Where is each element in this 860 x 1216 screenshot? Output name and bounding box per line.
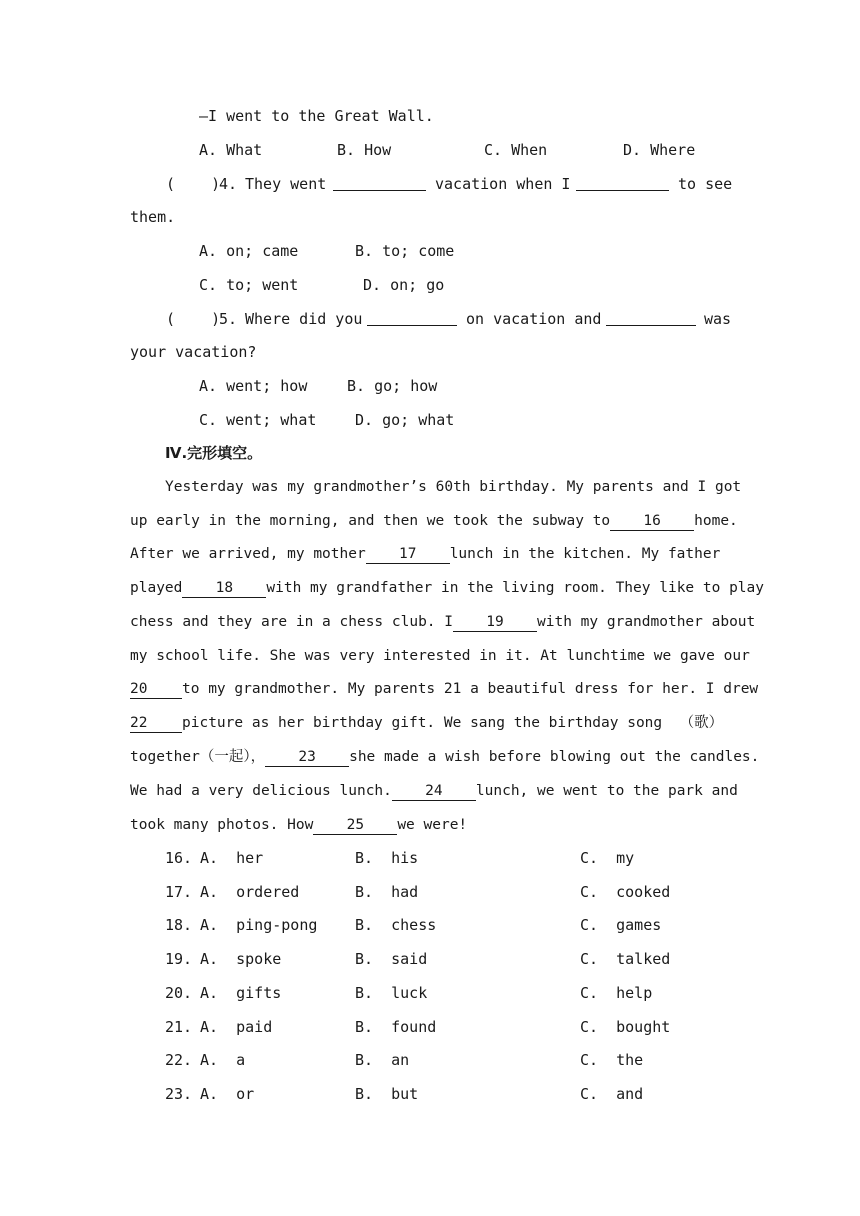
option-number: 20. [165, 984, 193, 1002]
option-a: A. or [200, 1085, 255, 1103]
option-c: C. talked [580, 950, 671, 968]
option-a: A. paid [200, 1018, 273, 1036]
passage-text: took many photos. How [130, 817, 314, 833]
option-c: C. cooked [580, 883, 671, 901]
option-b: B. found [355, 1018, 437, 1036]
q3-option-a: A. What [199, 141, 263, 159]
option-a: A. ordered [200, 883, 300, 901]
blank-24: 24 [392, 783, 476, 801]
q4-blank-2 [576, 190, 669, 191]
q4-bracket: ( ) [166, 175, 221, 193]
option-number: 18. [165, 916, 193, 934]
q5-stem-part2: on vacation and [466, 310, 602, 328]
passage-line-3 [130, 544, 720, 564]
option-b: B. said [355, 950, 428, 968]
passage-line-1: Yesterday was my grandmother’s 60th birthday. My parents and I got [165, 479, 742, 495]
passage-line-2 [130, 511, 738, 531]
option-b: B. luck [355, 984, 428, 1002]
q5-blank-2 [606, 325, 696, 326]
q5-stem-part3: was [704, 310, 732, 328]
option-b: B. his [355, 849, 419, 867]
passage-text: played [130, 580, 183, 596]
option-a: A. gifts [200, 984, 282, 1002]
option-number: 21. [165, 1018, 193, 1036]
option-row [165, 915, 725, 935]
passage-line-4 [130, 578, 764, 598]
q5-option-d: D. go; what [355, 411, 455, 429]
passage-line-10 [130, 781, 738, 801]
option-row [165, 1050, 725, 1070]
q4-option-d: D. on; go [363, 276, 445, 294]
option-c: C. bought [580, 1018, 671, 1036]
q3-option-c: C. When [484, 141, 548, 159]
q4-blank-1 [333, 190, 426, 191]
passage-text: with my grandmother about [537, 614, 756, 630]
q5-option-b: B. go; how [347, 377, 438, 395]
passage-line-9 [130, 747, 759, 767]
q5-bracket: ( ) [166, 310, 221, 328]
blank-25: 25 [313, 817, 397, 835]
q4-option-b: B. to; come [355, 242, 455, 260]
option-c: C. and [580, 1085, 644, 1103]
option-c: C. the [580, 1051, 644, 1069]
q4-stem-part3: to see [678, 175, 733, 193]
passage-text: she made a wish before blowing out the candles. [349, 749, 760, 765]
option-a: A. her [200, 849, 264, 867]
option-a: A. a [200, 1051, 246, 1069]
option-c: C. games [580, 916, 662, 934]
passage-line-5 [130, 612, 755, 632]
passage-line-8 [130, 713, 723, 733]
option-b: B. chess [355, 916, 437, 934]
q5-number: 5. [219, 310, 238, 328]
q5-stem-continued: your vacation? [130, 343, 257, 361]
option-row [165, 882, 725, 902]
passage-text: home. [694, 513, 738, 529]
blank-23: 23 [265, 749, 349, 767]
passage-text: up early in the morning, and then we took the subway to [130, 513, 611, 529]
option-b: B. had [355, 883, 419, 901]
q4-option-c: C. to; went [199, 276, 299, 294]
passage-text: lunch, we went to the park and [475, 783, 738, 799]
q3-answer-line: —I went to the Great Wall. [199, 107, 434, 125]
option-a: A. spoke [200, 950, 282, 968]
passage-text: we were! [397, 817, 468, 833]
q3-option-b: B. How [337, 141, 392, 159]
passage-line-11 [130, 815, 467, 835]
option-number: 23. [165, 1085, 193, 1103]
blank-17: 17 [366, 546, 450, 564]
passage-text: chess and they are in a chess club. I [130, 614, 454, 630]
option-b: B. but [355, 1085, 419, 1103]
passage-text: After we arrived, my mother [130, 546, 366, 562]
blank-19: 19 [453, 614, 537, 632]
option-a: A. ping-pong [200, 916, 318, 934]
q3-option-d: D. Where [623, 141, 696, 159]
q4-stem-part1: They went [245, 175, 327, 193]
option-number: 22. [165, 1051, 193, 1069]
passage-text: picture as her birthday gift. We sang the birthday song （歌） [182, 715, 724, 731]
passage-line-6: my school life. She was very interested in it. At lunchtime we gave our [130, 648, 750, 664]
section-heading: Ⅳ.完形填空。 [165, 444, 263, 462]
blank-22: 22 [130, 715, 182, 733]
passage-text: with my grandfather in the living room. They like to play [266, 580, 764, 596]
option-row [165, 949, 725, 969]
q4-number: 4. [219, 175, 238, 193]
option-number: 17. [165, 883, 193, 901]
option-c: C. help [580, 984, 653, 1002]
q5-stem-part1: Where did you [245, 310, 363, 328]
passage-text: We had a very delicious lunch. [130, 783, 392, 799]
option-row [165, 1017, 725, 1037]
q5-option-a: A. went; how [199, 377, 308, 395]
q5-blank-1 [367, 325, 457, 326]
q4-stem-continued: them. [130, 208, 176, 226]
option-number: 19. [165, 950, 193, 968]
option-number: 16. [165, 849, 193, 867]
passage-text: together（一起）， [130, 749, 266, 765]
blank-20: 20 [130, 681, 182, 699]
option-b: B. an [355, 1051, 410, 1069]
blank-16: 16 [610, 513, 694, 531]
passage-line-7 [130, 679, 758, 699]
q4-stem-part2: vacation when I [435, 175, 571, 193]
option-row [165, 1084, 725, 1104]
blank-18: 18 [182, 580, 266, 598]
option-row [165, 848, 725, 868]
option-c: C. my [580, 849, 635, 867]
passage-text: lunch in the kitchen. My father [449, 546, 721, 562]
q5-option-c: C. went; what [199, 411, 317, 429]
passage-text: to my grandmother. My parents 21 a beautiful dress for her. I drew [182, 681, 759, 697]
option-row [165, 983, 725, 1003]
q4-option-a: A. on; came [199, 242, 299, 260]
